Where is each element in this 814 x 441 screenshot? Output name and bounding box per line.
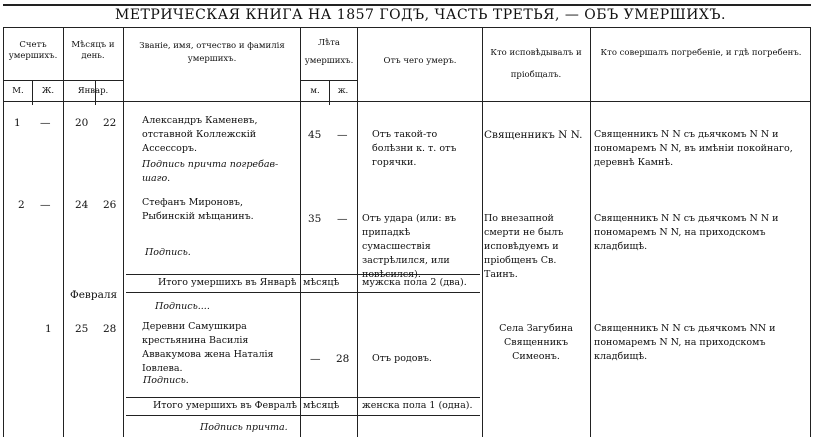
month-february: Февраля (70, 289, 118, 301)
rule-right (810, 27, 811, 437)
rule-top (3, 4, 811, 6)
header-age: Лѣта умершихъ. (304, 38, 354, 66)
row3-day2: 28 (103, 323, 117, 335)
rule-summary2-bottom (126, 415, 480, 416)
header-count: Счетъ умершихъ. (8, 40, 58, 61)
rule-summary2-top (126, 397, 480, 398)
row2-sign: Подпись. (145, 247, 191, 258)
row3-sign: Подпись. (143, 375, 189, 386)
rule-col-cause (357, 27, 358, 437)
row3-confessor: Села Загубина Священникъ Симеонъ. (499, 323, 573, 362)
rule-header-bottom (3, 101, 811, 102)
summary1-sign: Подпись.... (155, 301, 210, 312)
page-title: МЕТРИЧЕСКАЯ КНИГА НА 1857 ГОДЪ, ЧАСТЬ ТРЕТЬЯ, — ОБЪ УМЕРШИХЪ. (115, 7, 726, 23)
row3-cause: Отъ родовъ. (372, 353, 432, 364)
rule-col-confessor (482, 27, 483, 437)
row3-age-f: 28 (336, 353, 350, 365)
row2-day1: 24 (75, 199, 89, 211)
rule-col-age (300, 27, 301, 437)
row2-num-f: — (40, 199, 51, 211)
header-month-first: Январ. (77, 86, 109, 96)
row1-num-f: — (40, 117, 51, 129)
row2-day2: 26 (103, 199, 117, 211)
header-count-m: М. (12, 86, 24, 96)
row1-cause: Отъ такой-то болѣзни к. т. отъ горячки. (372, 129, 457, 168)
summary1-mid: мѣсяцѣ (303, 277, 340, 288)
rule-col-mf (32, 80, 33, 105)
row2-age-f: — (337, 213, 348, 225)
row3-num-f: 1 (45, 323, 52, 335)
rule-col-month (63, 27, 64, 437)
header-age-m: м. (310, 86, 320, 96)
rule-left (3, 27, 4, 437)
row3-burial: Священникъ N N съ дьячкомъ NN и пономаремъ N N, на приходскомъ кладбищѣ. (594, 323, 776, 362)
summary2-value: женска пола 1 (одна). (362, 400, 473, 411)
row1-day2: 22 (103, 117, 117, 129)
summary1-label: Итого умершихъ въ Январѣ (158, 277, 297, 288)
row3-name: Деревни Самушкира крестьянина Василія Аввакумова жена Наталія Іовлева. (142, 321, 274, 374)
summary1-value: мужска пола 2 (два). (362, 277, 467, 288)
row2-confessor: По внезапной смерти не былъ исповѣдуемъ и пріобщенъ Св. Таинъ. (484, 213, 564, 280)
header-name: Званіе, имя, отчество и фамилія умершихъ. (139, 41, 285, 64)
row2-name: Стефанъ Мироновъ, Рыбинскій мѣщанинъ. (142, 197, 254, 222)
row2-cause: Отъ удара (или: въ припадкѣ сумасшествія застрѣлился, или повѣсился). (362, 213, 456, 280)
rule-col-name (123, 27, 124, 437)
row2-age-m: 35 (308, 213, 322, 225)
header-month-day: Мѣсяцъ и день. (71, 40, 115, 61)
row3-day1: 25 (75, 323, 89, 335)
summary2-sign: Подпись причта. (200, 422, 288, 433)
row1-age-m: 45 (308, 129, 322, 141)
rule-col-burial (590, 27, 591, 437)
row1-name: Александръ Каменевъ, отставной Коллежскій Ассессоръ. (142, 115, 258, 154)
rule-summary1-bottom (126, 292, 480, 293)
header-age-f: ж. (337, 86, 349, 96)
row1-sign: Подпись причта погребав-шаго. (142, 159, 279, 184)
header-cause: Отъ чего умеръ. (383, 56, 457, 66)
row3-age-m: — (310, 353, 321, 365)
rule-title-bottom (3, 27, 811, 28)
row1-day1: 20 (75, 117, 89, 129)
header-count-f: Ж. (41, 86, 55, 96)
row1-age-f: — (337, 129, 348, 141)
row2-num-m: 2 (18, 199, 25, 211)
row1-num-m: 1 (14, 117, 21, 129)
summary2-label: Итого умершихъ въ Февралѣ (153, 400, 298, 411)
summary2-mid: мѣсяцѣ (303, 400, 340, 411)
row1-burial: Священникъ N N съ дьячкомъ N N и пономаремъ N N, въ имѣніи покойнаго, деревнѣ Камнѣ. (594, 129, 793, 168)
header-confessor: Кто исповѣдывалъ и пріобщалъ. (490, 48, 582, 80)
header-burial: Кто совершалъ погребеніе, и гдѣ погребенъ. (600, 48, 802, 58)
row2-burial: Священникъ N N съ дьячкомъ N N и пономаремъ N N, на приходскомъ кладбищѣ. (594, 213, 779, 252)
row1-confessor: Священникъ N N. (484, 129, 583, 141)
